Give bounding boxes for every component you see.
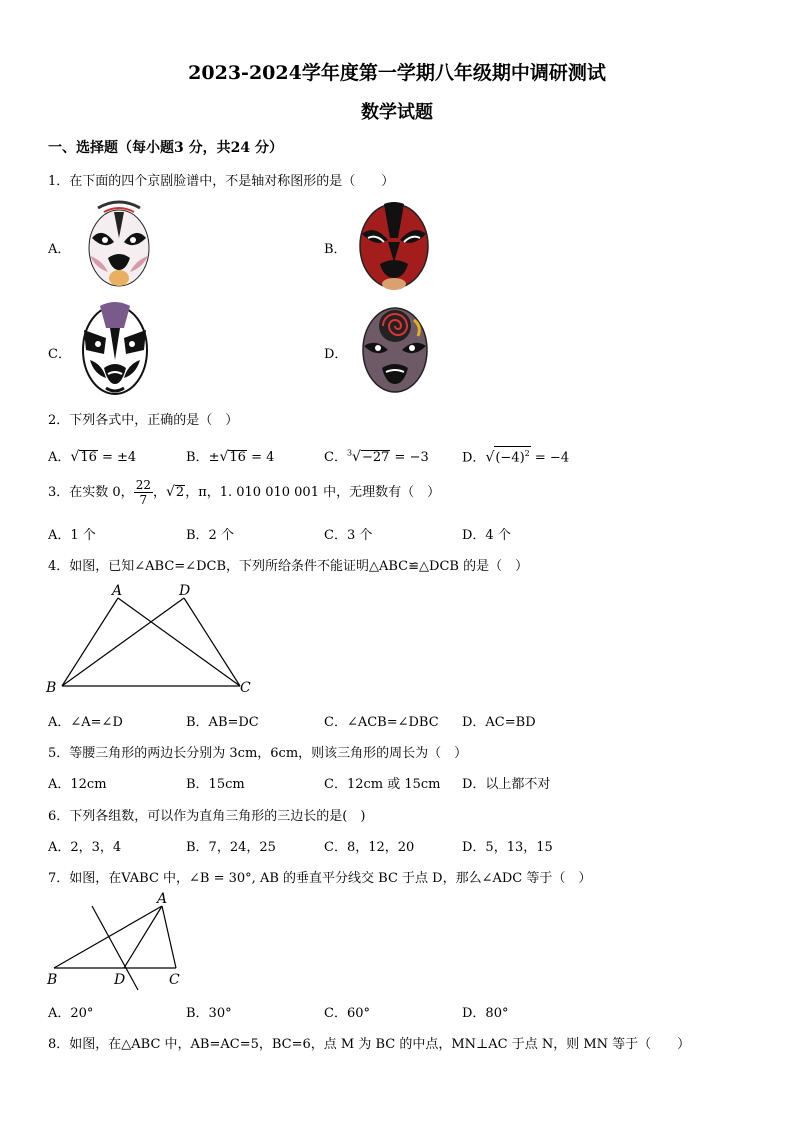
- question-8-stem: 8．如图，在△ABC 中，AB=AC=5，BC=6，点 M 为 BC 的中点，MN⊥AC 于点 N，则 MN 等于（ ）: [48, 1037, 691, 1052]
- exam-title: 2023-2024学年度第一学期八年级期中调研测试: [188, 62, 606, 84]
- q4-label-a: A: [112, 583, 123, 599]
- q6-option-d: D．5，13，15: [462, 840, 553, 855]
- q3-option-c: C．3 个: [324, 528, 373, 543]
- q5-option-d: D．以上都不对: [462, 777, 551, 792]
- q2-option-a: A．√16 = ±4: [48, 449, 137, 465]
- q4-label-d: D: [179, 583, 191, 599]
- opera-mask-b-image: [354, 198, 434, 292]
- q2-option-b: B．±√16 = 4: [186, 449, 275, 465]
- q7-option-a: A．20°: [48, 1006, 94, 1021]
- q2-option-c: C．$^3$√−27 = −3: [324, 448, 429, 465]
- q4-option-a: A．∠A=∠D: [48, 715, 123, 730]
- opera-mask-c-image: [74, 298, 156, 398]
- q7-label-a: A: [157, 891, 168, 907]
- q7-option-b: B．30°: [186, 1006, 232, 1021]
- question-7-stem: 7．如图，在VABC 中，∠B = 30°, AB 的垂直平分线交 BC 于点 D，那么∠ADC 等于（ ）: [48, 871, 592, 886]
- q7-label-d: D: [114, 972, 126, 988]
- q5-option-b: B．15cm: [186, 777, 245, 792]
- q5-option-c: C．12cm 或 15cm: [324, 777, 441, 792]
- q4-triangle-figure: [44, 582, 264, 698]
- q4-option-c: C．∠ACB=∠DBC: [324, 715, 439, 730]
- q1-option-d-label: D．: [324, 347, 348, 362]
- q3-option-a: A．1 个: [48, 528, 96, 543]
- opera-mask-d-image: [356, 300, 434, 396]
- q4-option-d: D．AC=BD: [462, 715, 536, 730]
- q6-option-b: B．7，24，25: [186, 840, 276, 855]
- q1-option-a-label: A．: [48, 242, 71, 257]
- q4-option-b: B．AB=DC: [186, 715, 259, 730]
- question-2-stem: 2．下列各式中，正确的是（ ）: [48, 413, 239, 428]
- q3-option-b: B．2 个: [186, 528, 234, 543]
- q5-option-a: A．12cm: [48, 777, 107, 792]
- question-1-stem: 1．在下面的四个京剧脸谱中，不是轴对称图形的是（ ）: [48, 174, 395, 189]
- q7-triangle-figure: [44, 890, 194, 992]
- q6-option-c: C．8，12，20: [324, 840, 415, 855]
- opera-mask-a-image: [78, 198, 160, 290]
- q3-option-d: D．4 个: [462, 528, 511, 543]
- q4-label-c: C: [240, 680, 251, 696]
- q7-label-b: B: [47, 972, 58, 988]
- section-heading: 一、选择题（每小题3 分，共24 分）: [48, 140, 283, 156]
- question-4-stem: 4．如图，已知∠ABC=∠DCB，下列所给条件不能证明△ABC≌△DCB 的是（ ）: [48, 559, 529, 574]
- q1-option-b-label: B．: [324, 242, 347, 257]
- q7-option-c: C．60°: [324, 1006, 370, 1021]
- question-5-stem: 5．等腰三角形的两边长分别为 3cm，6cm，则该三角形的周长为（ ）: [48, 746, 468, 761]
- question-3-stem: 3．在实数 0， $\frac{22}{7}$ ，√2，π，1. 010 010 001 中，无理数有（ ）: [48, 478, 441, 507]
- q2-option-d: D．$√(-4)^2 = -4$: [462, 446, 569, 465]
- q7-label-c: C: [169, 972, 180, 988]
- q7-option-d: D．80°: [462, 1006, 509, 1021]
- q4-label-b: B: [46, 680, 57, 696]
- q1-option-c-label: C．: [48, 347, 71, 362]
- q6-option-a: A．2，3，4: [48, 840, 122, 855]
- exam-subtitle: 数学试题: [361, 102, 433, 123]
- question-6-stem: 6．下列各组数，可以作为直角三角形的三边长的是( ): [48, 809, 366, 824]
